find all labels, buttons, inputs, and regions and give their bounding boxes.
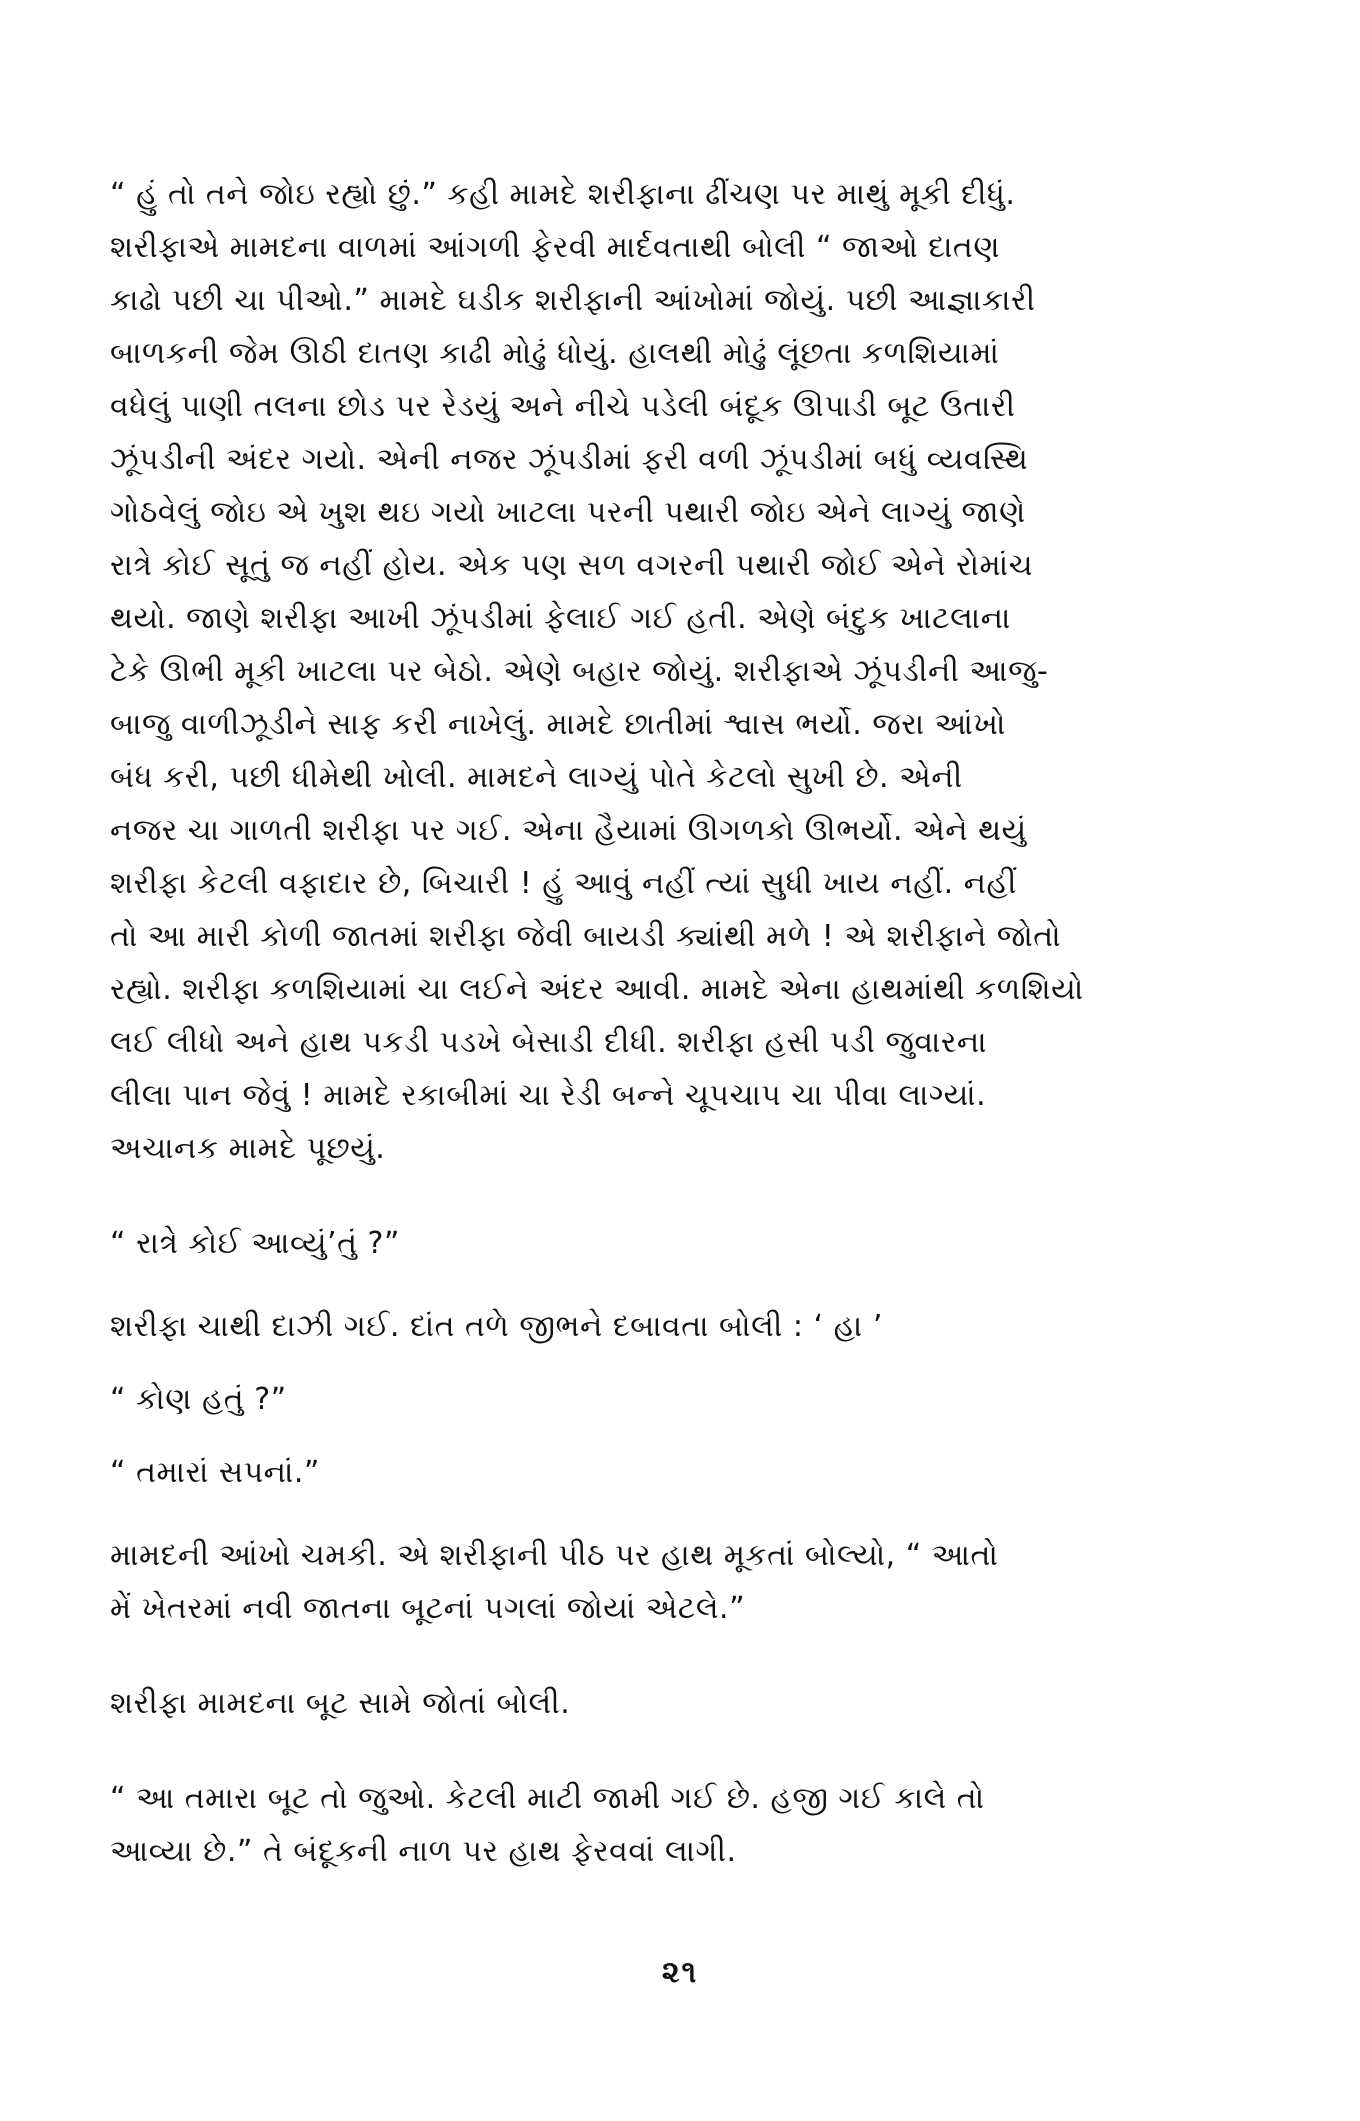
- text-line: શરીફા કેટલી વફાદાર છે, બિચારી ! હું આવું નહીં ત્યાં સુધી ખાય નહીં. નહીં: [110, 866, 1017, 901]
- paragraph-burn: [110, 1300, 1270, 1353]
- text-line: તો આ મારી કોળી જાતમાં શરીફા જેવી બાયડી ક્યાંથી મળે ! એ શરીફાને જોતો: [110, 919, 1062, 954]
- text-line: રહ્યો. શરીફા કળશિયામાં ચા લઈને અંદર આવી. મામદે એના હાથમાંથી કળશિયો: [110, 972, 1084, 1007]
- text-line: શરીફા ચાથી દાઝી ગઈ. દાંત તળે જીભને દબાવતા બોલી : ‘ હા ’: [110, 1309, 883, 1344]
- text-line: “ કોણ હતું ?”: [110, 1382, 287, 1417]
- text-line: નજર ચા ગાળતી શરીફા પર ગઈ. એના હૈયામાં ઊગળકો ઊભર્યો. એને થયું: [110, 813, 1027, 848]
- text-line: લીલા પાન જેવું ! મામદે રકાબીમાં ચા રેડી બન્ને ચૂપચાપ ચા પીવા લાગ્યાં.: [110, 1078, 987, 1113]
- text-line: ટેકે ઊભી મૂકી ખાટલા પર બેઠો. એણે બહાર જોયું. શરીફાએ ઝૂંપડીની આજુ-: [110, 654, 1049, 689]
- text-line: અચાનક મામદે પૂછયું.: [110, 1131, 386, 1166]
- text-line: કાઢો પછી ચા પીઓ.” મામદે ઘડીક શરીફાની આંખોમાં જોયું. પછી આજ્ઞાકારી: [110, 283, 1036, 318]
- paragraph-eyes: [110, 1529, 1270, 1635]
- text-line: રાત્રે કોઈ સૂતું જ નહીં હોય. એક પણ સળ વગરની પથારી જોઈ એને રોમાંચ: [110, 548, 1034, 583]
- paragraph-boots: [110, 1677, 1270, 1730]
- dialogue-line-who: [110, 1373, 1270, 1426]
- text-line: લઈ લીધો અને હાથ પકડી પડખે બેસાડી દીધી. શરીફા હસી પડી જુવારના: [110, 1025, 988, 1060]
- text-line: આવ્યા છે.” તે બંદૂકની નાળ પર હાથ ફેરવવાં લાગી.: [110, 1834, 737, 1869]
- text-line: “ રાત્રે કોઈ આવ્યું’તું ?”: [110, 1226, 400, 1261]
- text-line: બાળકની જેમ ઊઠી દાતણ કાઢી મોઢું ધોયું. હાલથી મોઢું લૂંછતા કળશિયામાં: [110, 336, 1000, 371]
- text-line: “ આ તમારા બૂટ તો જુઓ. કેટલી માટી જામી ગઈ છે. હજી ગઈ કાલે તો: [110, 1781, 985, 1816]
- paragraph-final: [110, 1772, 1270, 1878]
- text-line: મેં ખેતરમાં નવી જાતના બૂટનાં પગલાં જોયાં એટલે.”: [110, 1591, 746, 1626]
- text-line: બંધ કરી, પછી ધીમેથી ખોલી. મામદને લાગ્યું પોતે કેટલો સુખી છે. એની: [110, 760, 963, 795]
- dialogue-line-question: [110, 1217, 1270, 1270]
- text-line: શરીફાએ મામદના વાળમાં આંગળી ફેરવી માર્દવતાથી બોલી “ જાઓ દાતણ: [110, 230, 1000, 265]
- text-line: મામદની આંખો ચમકી. એ શરીફાની પીઠ પર હાથ મૂકતાં બોલ્યો, “ આતો: [110, 1538, 999, 1573]
- text-line: શરીફા મામદના બૂટ સામે જોતાં બોલી.: [110, 1686, 571, 1721]
- text-line: “ તમારાં સપનાં.”: [110, 1455, 320, 1490]
- text-line: વધેલું પાણી તલના છોડ પર રેડયું અને નીચે પડેલી બંદૂક ઊપાડી બૂટ ઉતારી: [110, 389, 1016, 424]
- text-line: બાજુ વાળીઝૂડીને સાફ કરી નાખેલું. મામદે છાતીમાં શ્વાસ ભર્યો. જરા આંખો: [110, 707, 1006, 742]
- dialogue-line-dreams: [110, 1446, 1270, 1499]
- text-line: ઝૂંપડીની અંદર ગયો. એની નજર ઝૂંપડીમાં ફરી વળી ઝૂંપડીમાં બધું વ્યવસ્થિ: [110, 442, 1029, 477]
- page-body: [110, 168, 1270, 1878]
- text-line: થયો. જાણે શરીફા આખી ઝૂંપડીમાં ફેલાઈ ગઈ હતી. એણે બંદુક ખાટલાના: [110, 601, 1011, 636]
- text-line: ગોઠવેલું જોઇ એ ખુશ થઇ ગયો ખાટલા પરની પથારી જોઇ એને લાગ્યું જાણે: [110, 495, 1026, 530]
- paragraph-1: [110, 168, 1270, 1175]
- page-number: ૨૧: [661, 1955, 699, 1990]
- text-line: “ હું તો તને જોઇ રહ્યો છું.” કહી મામદે શરીફાના ઢીંચણ પર માથું મૂકી દીધું.: [110, 177, 1016, 212]
